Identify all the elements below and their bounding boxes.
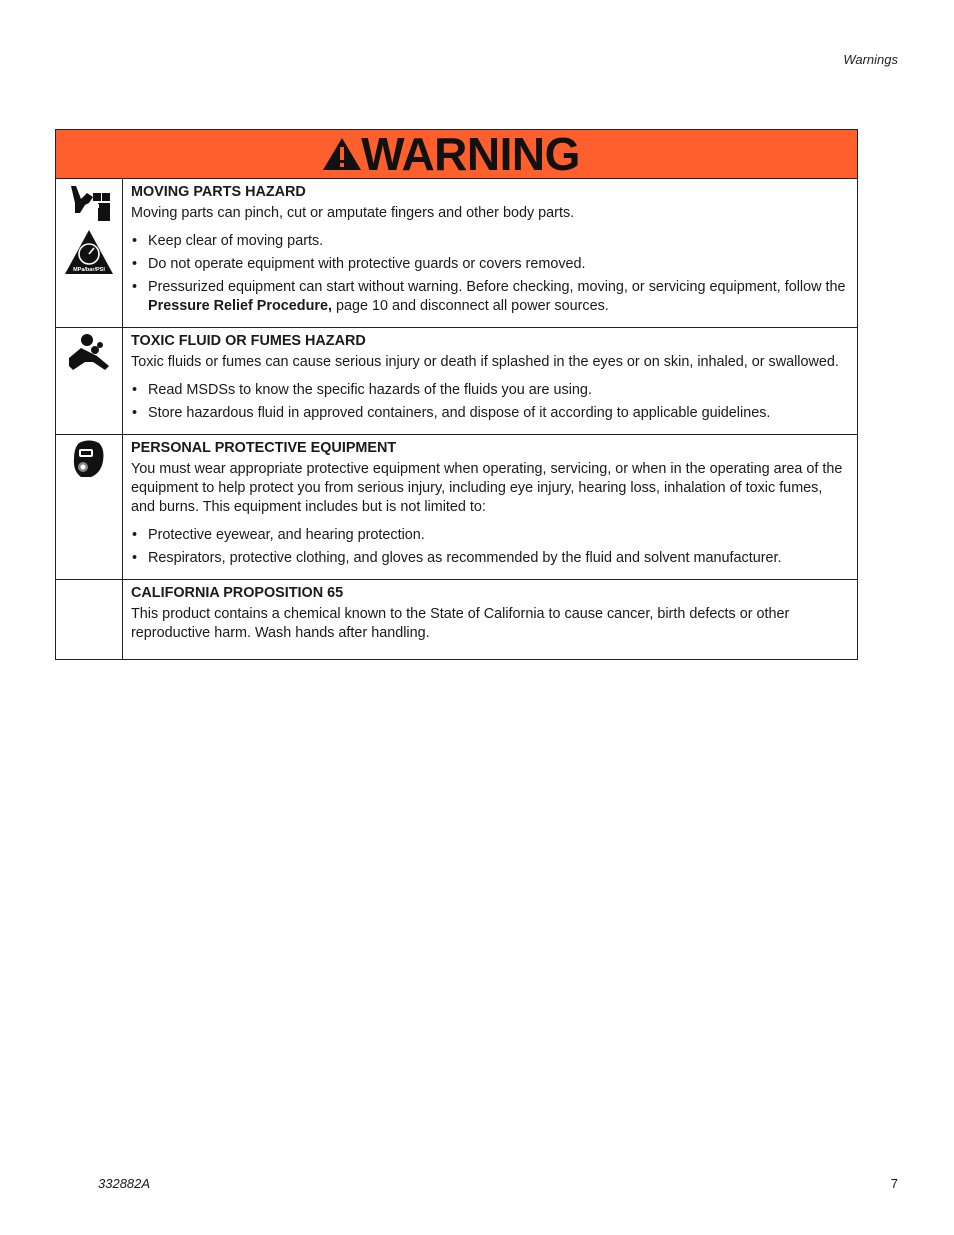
gauge-label: MPa/bar/PSI: [73, 267, 105, 273]
warning-icons-moving-parts: [56, 179, 123, 327]
warning-description: You must wear appropriate protective equipment when operating, servicing, or when in the operating area of the equipment to help protect you from serious injury, including eye injury, hearing loss, inhalation of toxic fumes, and burns. This equipment includes but is not limited to:: [131, 461, 843, 515]
warning-text-toxic-fluid: [123, 328, 857, 434]
toxic-fumes-person-icon: [67, 332, 111, 372]
bullet-text: page 10 and disconnect all power sources.: [331, 298, 609, 314]
pressure-relief-procedure-ref: Pressure Relief Procedure,: [148, 298, 332, 314]
warning-heading: PERSONAL PROTECTIVE EQUIPMENT: [131, 440, 397, 456]
bullet-item: • Store hazardous fluid in approved containers, and dispose of it according to applicable guidelines.: [131, 404, 849, 423]
warning-description: Moving parts can pinch, cut or amputate fingers and other body parts.: [131, 205, 575, 221]
warning-table: [55, 129, 858, 660]
warning-banner: [56, 130, 857, 179]
warning-text-prop-65: [123, 580, 857, 659]
bullet-item: • Keep clear of moving parts.: [131, 232, 849, 251]
pressure-gauge-icon: [64, 229, 114, 275]
bullet-text: Pressurized equipment can start without warning. Before checking, moving, or servicing equipment, follow the: [148, 279, 846, 295]
bullet-item: • Respirators, protective clothing, and gloves as recommended by the fluid and solvent manufacturer.: [131, 549, 849, 568]
warning-heading: CALIFORNIA PROPOSITION 65: [131, 585, 344, 601]
warning-bullet-list: [131, 526, 849, 568]
page-number: 7: [890, 1176, 898, 1191]
warning-icons-ppe: [56, 435, 123, 579]
warning-row-toxic-fluid: [56, 328, 857, 435]
warning-text-ppe: [123, 435, 857, 579]
warning-description: This product contains a chemical known to the State of California to cause cancer, birth defects or other reproductive harm. Wash hands after handling.: [131, 606, 790, 641]
warning-icons-toxic-fluid: [56, 328, 123, 434]
bullet-item: • Read MSDSs to know the specific hazards of the fluids you are using.: [131, 381, 849, 400]
warning-description: Toxic fluids or fumes can cause serious injury or death if splashed in the eyes or on skin, inhaled, or swallowed.: [131, 354, 839, 370]
warning-title: WARNING: [361, 128, 580, 180]
warning-icons-prop-65: [56, 580, 123, 659]
warning-bullet-list: [131, 232, 849, 316]
warning-text-moving-parts: [123, 179, 857, 327]
bullet-item: • Protective eyewear, and hearing protection.: [131, 526, 849, 545]
warning-row-prop-65: [56, 580, 857, 659]
bullet-item: • Do not operate equipment with protective guards or covers removed.: [131, 255, 849, 274]
warning-triangle-icon: [321, 136, 363, 172]
warning-heading: TOXIC FLUID OR FUMES HAZARD: [131, 333, 366, 349]
running-header: Warnings: [843, 52, 898, 67]
warning-row-ppe: [56, 435, 857, 580]
protective-equipment-head-icon: [71, 439, 107, 479]
warning-row-moving-parts: [56, 179, 857, 328]
moving-parts-hand-icon: [65, 183, 113, 225]
warning-bullet-list: [131, 381, 849, 423]
document-number: 332882A: [98, 1176, 151, 1191]
bullet-item: [131, 278, 849, 316]
warning-heading: MOVING PARTS HAZARD: [131, 184, 306, 200]
